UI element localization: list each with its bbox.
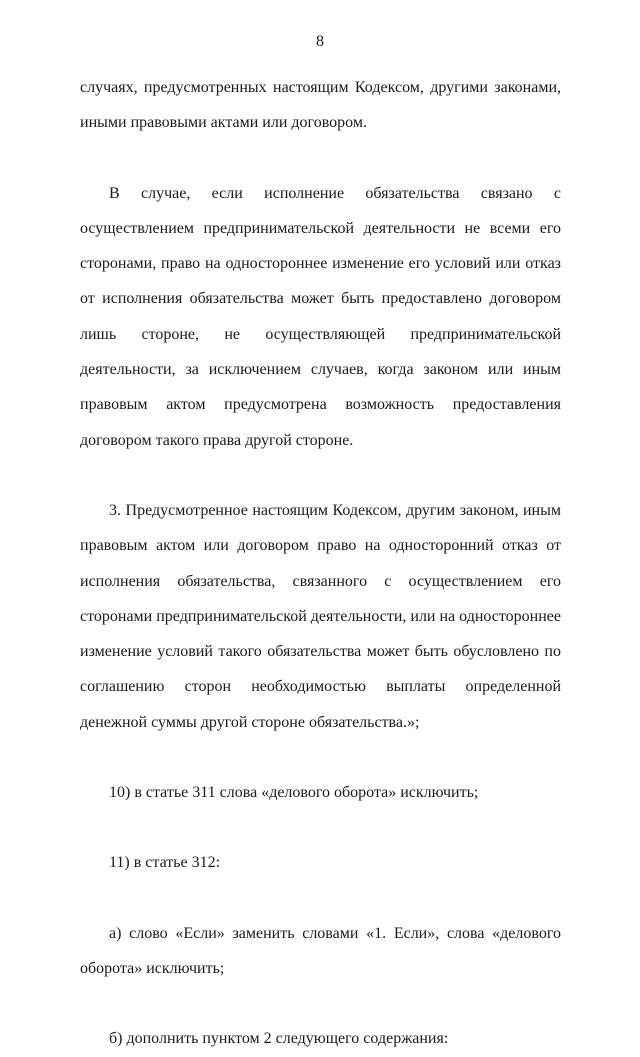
paragraph-item-3: 3. Предусмотренное настоящим Кодексом, другим законом, иным правовым актом или договором право на односторонний отказ от исполнения обязательства, связанного с осуществлением его сторонами предпринимательской деятельности, или на одностороннее изменение условий такого обязательства может быть обусловлено по соглашению сторон необходимостью выплаты определенной денежной суммы другой стороне обязательства.»;: [80, 501, 561, 731]
paragraph-unilateral-change: В случае, если исполнение обязательства связано с осуществлением предпринимательской деятельности не всеми его сторонами, право на одностороннее изменение его условий или отказ от исполнения обязательства может быть предоставлено договором лишь стороне, не осуществляющей предпринимательской деятельности, за исключением случаев, когда законом или иным правовым актом предусмотрена возможность предоставления договором такого права другой стороне.: [80, 184, 561, 449]
page-number: 8: [316, 33, 324, 50]
paragraph-article-311: 10) в статье 311 слова «делового оборота» исключить;: [109, 784, 479, 802]
paragraph-subitem-a: а) слово «Если» заменить словами «1. Если», слова «делового оборота» исключить;: [80, 924, 561, 977]
paragraph-continuation: случаях, предусмотренных настоящим Кодексом, другими законами, иными правовыми актами или договором.: [80, 79, 561, 132]
paragraph-subitem-b: б) дополнить пунктом 2 следующего содержания:: [109, 1030, 449, 1048]
document-body: [80, 70, 561, 1057]
paragraph-article-312: 11) в статье 312:: [109, 854, 221, 872]
